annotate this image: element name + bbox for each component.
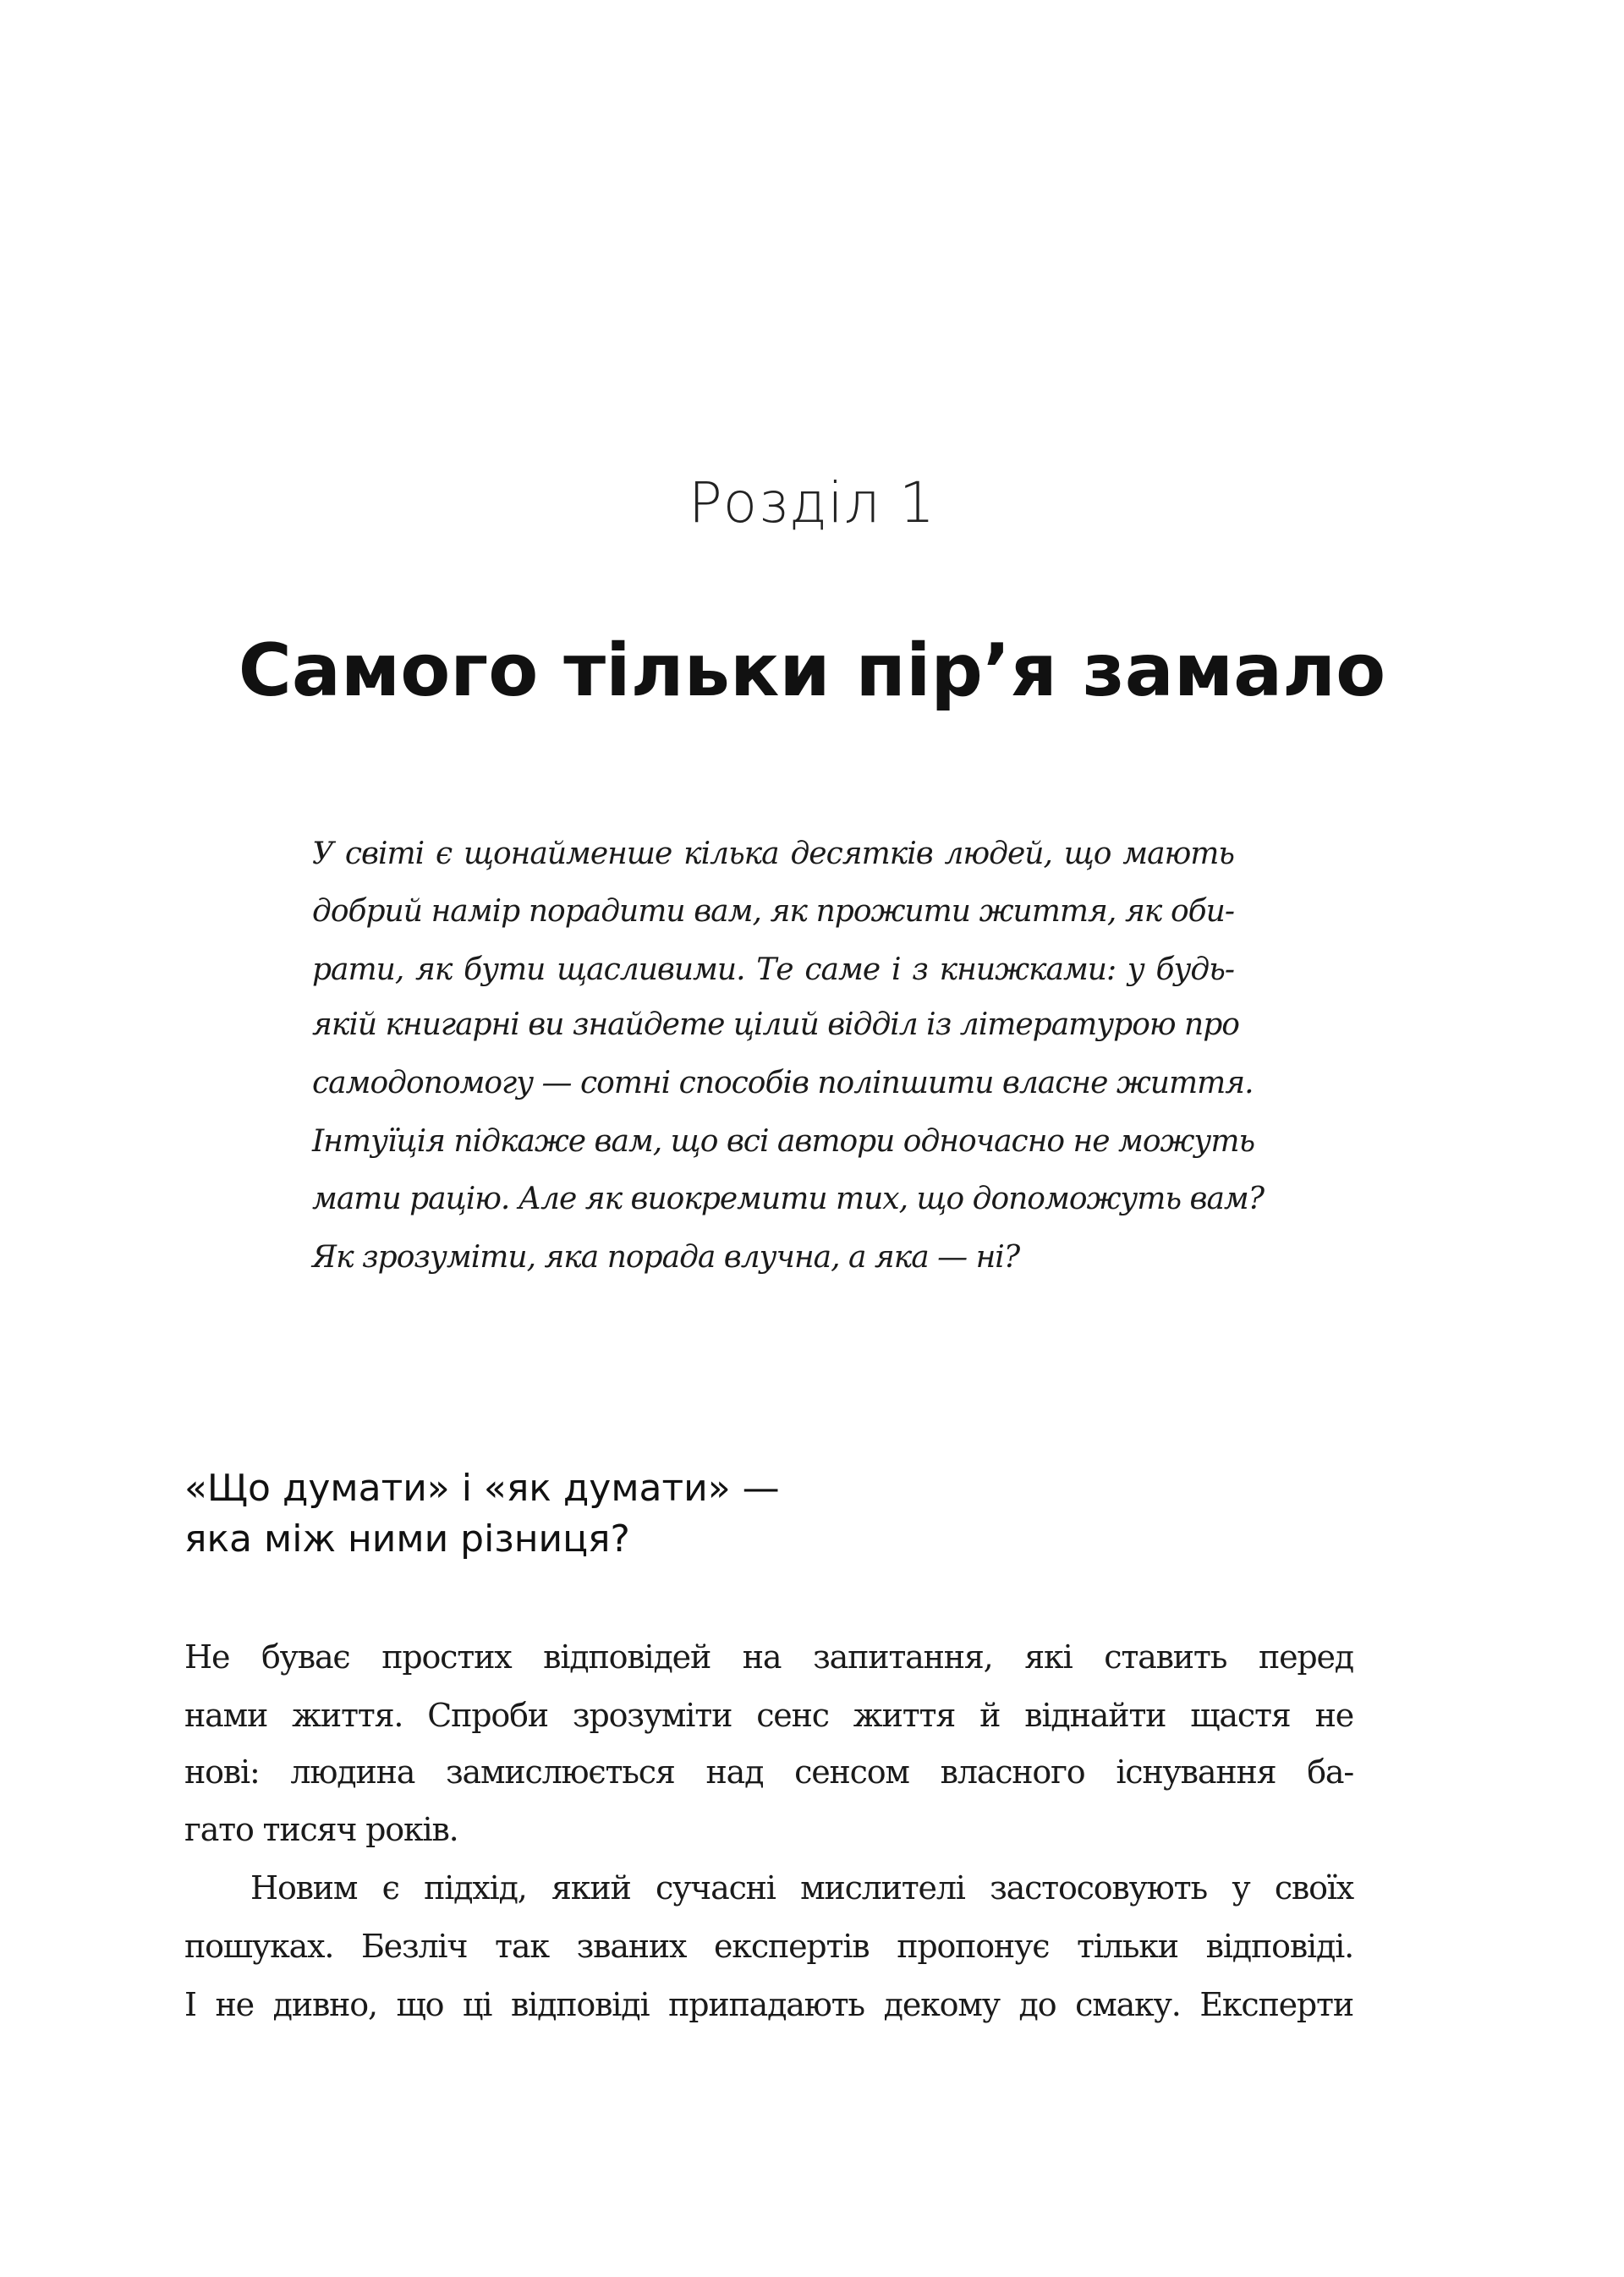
epigraph-line: Інтуїція підкаже вам, що всі автори одночасно не можуть [312,1124,1255,1159]
body-line: гато тисяч років. [184,1811,458,1848]
epigraph-line: самодопомогу — сотні способів поліпшити власне життя. [312,1066,1254,1100]
body-line: Новим є підхід, який сучасні мислителі застосовують у своїх [250,1869,1353,1907]
chapter-title: Самого тільки пір’я замало [238,628,1386,713]
section-heading-line: «Що думати» і «як думати» — [184,1467,780,1510]
epigraph-line: рати, як бути щасливими. Те саме і з книжками: у будь- [312,952,1234,987]
body-line: Не буває простих відповідей на запитання, які ставить перед [184,1638,1353,1676]
body-line: пошуках. Безліч так званих експертів пропонує тільки відповіді. [184,1928,1353,1965]
chapter-label: Розділ 1 [688,470,936,535]
epigraph-line: якій книгарні ви знайдете цілий відділ із літературою про [312,1007,1239,1042]
epigraph-line: Як зрозуміти, яка порада влучна, а яка — ні? [312,1240,1020,1275]
body-line: нові: людина замислюється над сенсом власного існування ба- [184,1753,1353,1791]
body-line: І не дивно, що ці відповіді припадають декому до смаку. Експерти [184,1986,1353,2023]
epigraph-line: добрий намір порадити вам, як прожити життя, як оби- [312,894,1234,929]
epigraph-line: мати рацію. Але як виокремити тих, що допоможуть вам? [312,1182,1265,1216]
section-heading-line: яка між ними різниця? [184,1517,630,1561]
epigraph-line: У світі є щонайменше кілька десятків людей, що мають [312,837,1234,871]
body-line: нами життя. Спроби зрозуміти сенс життя й віднайти щастя не [184,1697,1353,1734]
